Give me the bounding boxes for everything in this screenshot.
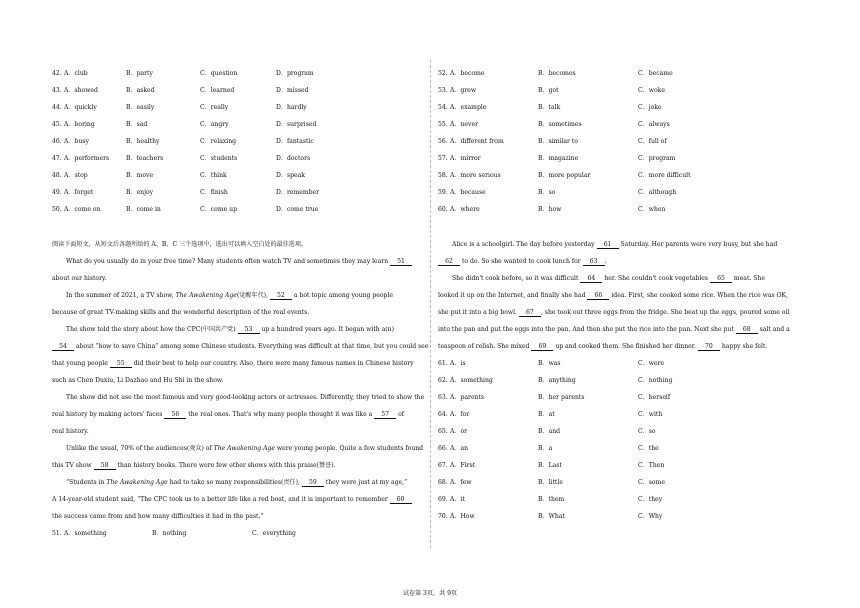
option-c[interactable]: C．everything <box>252 530 296 537</box>
question-number: 60. <box>438 206 448 213</box>
blank-59: 59 <box>302 479 324 487</box>
option-c[interactable]: C．became <box>638 70 673 77</box>
option-d[interactable]: D．remember <box>276 189 320 196</box>
option-c[interactable]: C．they <box>638 496 663 503</box>
option-a[interactable]: A．something <box>64 530 107 537</box>
option-a[interactable]: A．example <box>450 104 487 111</box>
option-a[interactable]: A．parents <box>450 394 485 401</box>
option-b[interactable]: B．them <box>538 496 565 503</box>
blank-60: 60 <box>390 496 412 504</box>
question-number: 61. <box>438 360 448 367</box>
option-b[interactable]: B．and <box>538 428 561 435</box>
question-number: 56. <box>438 138 448 145</box>
question-number: 57. <box>438 155 448 162</box>
option-c[interactable]: C．nothing <box>638 377 673 384</box>
option-a[interactable]: A．something <box>450 377 493 384</box>
option-c[interactable]: C．think <box>200 172 227 179</box>
question-number: 50. <box>52 206 62 213</box>
passage1-line: this TV show 58 than history books. There were few other shows with this praise(赞誉). <box>52 462 336 469</box>
passage1-line: The show did not use the most famous and very good-looking actors or actresses. Differently, they tried to show the <box>66 394 425 401</box>
option-a[interactable]: A．or <box>450 428 468 435</box>
option-d[interactable]: D．program <box>276 70 314 77</box>
option-c[interactable]: C．joke <box>638 104 662 111</box>
option-d[interactable]: D．surprised <box>276 121 317 128</box>
passage1-line: 54 about “how to save China” among some Chinese students. Everything was difficult at that time, but you could see <box>52 343 428 351</box>
option-b[interactable]: B．so <box>538 189 556 196</box>
passage1-line: What do you usually do in your free time? Many students often watch TV and sometimes they may learn 51 <box>52 258 412 266</box>
option-d[interactable]: D．come true <box>276 206 319 213</box>
option-b[interactable]: B．was <box>538 360 561 367</box>
blank-52: 52 <box>270 292 292 300</box>
option-a[interactable]: A．more serious <box>450 172 501 179</box>
option-b[interactable]: B．got <box>538 87 559 94</box>
option-c[interactable]: C．when <box>638 206 666 213</box>
option-b[interactable]: B．talk <box>538 104 561 111</box>
option-a[interactable]: A．performers <box>64 155 110 162</box>
question-number: 66. <box>438 445 448 452</box>
option-d[interactable]: D．missed <box>276 87 309 94</box>
option-c[interactable]: C．more difficult <box>638 172 691 179</box>
option-c[interactable]: C．really <box>200 104 229 111</box>
option-a[interactable]: A．quickly <box>64 104 97 111</box>
passage1-line: about our history. <box>52 275 107 282</box>
option-a[interactable]: A．How <box>450 513 475 520</box>
blank-56: 56 <box>164 411 186 419</box>
option-d[interactable]: D．speak <box>276 172 305 179</box>
column-divider <box>430 60 431 548</box>
passage1-line: A 14-year-old student said, “The CPC took us to a better life like a red boat, and it is important to remember 60 <box>52 496 412 504</box>
option-b[interactable]: B．magazine <box>538 155 579 162</box>
blank-67: 67 <box>519 309 541 317</box>
blank-54: 54 <box>52 343 74 351</box>
option-b[interactable]: B．becomes <box>538 70 576 77</box>
passage2-line: looked it up on the Internet, and finally she had 66 idea. First, she cooked some rice. When the rice was OK, <box>438 292 789 299</box>
option-c[interactable]: C．angry <box>200 121 229 128</box>
passage1-line: such as Chen Duxiu, Li Dazhao and Hu Shi in the show. <box>52 377 224 384</box>
option-a[interactable]: A．come on <box>64 206 101 213</box>
option-b[interactable]: B．similar to <box>538 138 578 145</box>
page-footer: 试卷第 3页，共 9页 <box>402 590 458 597</box>
option-d[interactable]: D．doctors <box>276 155 311 162</box>
passage1-line: real history by making actors' faces 56 the real ones. That's why many people thought it was like a 57 of <box>52 411 405 418</box>
question-number: 62. <box>438 377 448 384</box>
option-b[interactable]: B．come in <box>126 206 161 213</box>
option-a[interactable]: A．where <box>450 206 480 213</box>
option-a[interactable]: A．boring <box>64 121 95 128</box>
question-number: 63. <box>438 394 448 401</box>
option-b[interactable]: B．enjoy <box>126 189 154 196</box>
option-b[interactable]: B．more popular <box>538 172 591 179</box>
question-number: 47. <box>52 155 62 162</box>
option-a[interactable]: A．because <box>450 189 486 196</box>
question-number: 49. <box>52 189 62 196</box>
option-b[interactable]: B．What <box>538 513 565 520</box>
option-a[interactable]: A．is <box>450 360 466 367</box>
passage2-line: She didn't cook before, so it was difficult 64 her. She couldn't cook vegetables 65 meat. She <box>452 275 765 282</box>
blank-65: 65 <box>710 275 732 283</box>
question-number: 46. <box>52 138 62 145</box>
option-c[interactable]: C．learned <box>200 87 235 94</box>
option-b[interactable]: B．asked <box>126 87 155 94</box>
option-c[interactable]: C．program <box>638 155 676 162</box>
question-number: 48. <box>52 172 62 179</box>
option-b[interactable]: B．a <box>538 445 553 452</box>
option-c[interactable]: C．with <box>638 411 663 418</box>
option-a[interactable]: A．few <box>450 479 472 486</box>
blank-63: 63 <box>583 258 605 266</box>
question-number: 44. <box>52 104 62 111</box>
option-b[interactable]: B．little <box>538 479 563 486</box>
question-number: 52. <box>438 70 448 77</box>
option-d[interactable]: D．fantastic <box>276 138 314 145</box>
option-b[interactable]: B．sometimes <box>538 121 582 128</box>
blank-62: 62 <box>438 258 460 266</box>
option-c[interactable]: C．woke <box>638 87 665 94</box>
passage2-line: into the pan and put the eggs into the pan. And then she put the rice into the pan. Next she put 68 salt and a <box>438 326 790 333</box>
question-number: 42. <box>52 70 62 77</box>
question-number: 58. <box>438 172 448 179</box>
option-b[interactable]: B．teachers <box>126 155 164 162</box>
option-b[interactable]: B．party <box>126 70 153 77</box>
option-a[interactable]: A．different from <box>450 138 504 145</box>
question-number: 53. <box>438 87 448 94</box>
option-c[interactable]: C．finish <box>200 189 228 196</box>
option-c[interactable]: C．relaxing <box>200 138 237 145</box>
option-c[interactable]: C．students <box>200 155 238 162</box>
question-number: 45. <box>52 121 62 128</box>
question-number: 70. <box>438 513 448 520</box>
option-b[interactable]: B．healthy <box>126 138 160 145</box>
option-b[interactable]: B．anything <box>538 377 576 384</box>
passage1-line: the success came from and how many difficulties it had in the past.” <box>52 513 264 520</box>
question-number: 59. <box>438 189 448 196</box>
option-a[interactable]: A．busy <box>64 138 89 145</box>
option-b[interactable]: B．easily <box>126 104 155 111</box>
passage2-line: Alice is a schoolgirl. The day before yesterday 61 Saturday. Her parents were very busy, but she had <box>452 241 778 248</box>
passage1-line: The show told the story about how the CPC(中国共产党) 53 up a hundred years ago. It began with a(n) <box>66 326 394 333</box>
option-a[interactable]: A．showed <box>64 87 98 94</box>
option-a[interactable]: A．for <box>450 411 470 418</box>
option-c[interactable]: C．full of <box>638 138 667 145</box>
option-a[interactable]: A．mirror <box>450 155 481 162</box>
option-c[interactable]: C．were <box>638 360 665 367</box>
option-c[interactable]: C．question <box>200 70 238 77</box>
option-b[interactable]: B．at <box>538 411 555 418</box>
blank-68: 68 <box>736 326 758 334</box>
blank-66: 66 <box>587 292 609 300</box>
option-b[interactable]: B．her parents <box>538 394 585 401</box>
option-a[interactable]: A．club <box>64 70 88 77</box>
option-a[interactable]: A．an <box>450 445 469 452</box>
option-a[interactable]: A．grew <box>450 87 477 94</box>
passage1-line: “Students in The Awakening Age had to take so many responsibilities(责任), 59 they were just at my age,” <box>66 479 408 486</box>
blank-51: 51 <box>390 258 412 266</box>
option-c[interactable]: C．the <box>638 445 659 452</box>
blank-53: 53 <box>238 326 260 334</box>
question-number: 64. <box>438 411 448 418</box>
blank-58: 58 <box>94 462 116 470</box>
option-a[interactable]: A．forget <box>64 189 94 196</box>
option-c[interactable]: C．come up <box>200 206 237 213</box>
option-c[interactable]: C．Then <box>638 462 665 469</box>
passage2-line: she put it into a big bowl. 67 , she took out three eggs from the fridge. She beat up the eggs, poured some oil <box>438 309 790 316</box>
blank-64: 64 <box>580 275 602 283</box>
option-c[interactable]: C．some <box>638 479 665 486</box>
option-c[interactable]: C．Why <box>638 513 663 520</box>
option-b[interactable]: B．Last <box>538 462 562 469</box>
passage1-line: Unlike the usual, 70% of the audiences(观众) of The Awakening Age were young people. Quite a few students found <box>66 445 424 452</box>
passage1-line: In the summer of 2021, a TV show, The Awakening Age(觉醒年代), 52 a hot topic among young people <box>66 292 394 299</box>
option-a[interactable]: A．stop <box>64 172 88 179</box>
option-c[interactable]: C．always <box>638 121 670 128</box>
passage1-line: because of great TV-making skills and the wonderful description of the real events. <box>52 309 310 316</box>
option-b[interactable]: B．how <box>538 206 562 213</box>
question-number: 43. <box>52 87 62 94</box>
blank-55: 55 <box>110 360 132 368</box>
question-number: 65. <box>438 428 448 435</box>
blank-61: 61 <box>597 241 619 249</box>
option-d[interactable]: D．hardly <box>276 104 307 111</box>
question-number: 54. <box>438 104 448 111</box>
passage2-line: teaspoon of relish. She mixed 69 up and cooked them. She finished her dinner. 70 happy she felt. <box>438 343 768 350</box>
option-a[interactable]: A．never <box>450 121 478 128</box>
question-number: 55. <box>438 121 448 128</box>
passage1-line: that young people 55 did their best to help our country. Also, there were many famous names in Chinese history <box>52 360 414 367</box>
question-number: 69. <box>438 496 448 503</box>
instruction: 阅读下面短文，从短文后各题所给的 A、B、C 三个选项中，选出可以填入空白处的最佳选项。 <box>52 241 308 248</box>
option-b[interactable]: B．move <box>126 172 154 179</box>
passage2-line: 62 to do. So she wanted to cook lunch for 63 . <box>438 258 607 266</box>
option-b[interactable]: B．nothing <box>152 530 187 537</box>
option-b[interactable]: B．sad <box>126 121 148 128</box>
question-number: 67. <box>438 462 448 469</box>
blank-57: 57 <box>374 411 396 419</box>
option-a[interactable]: A．First <box>450 462 476 469</box>
passage1-line: real history. <box>52 428 89 435</box>
blank-70: 70 <box>698 343 720 351</box>
question-number: 68. <box>438 479 448 486</box>
option-a[interactable]: A．it <box>450 496 465 503</box>
option-c[interactable]: C．although <box>638 189 677 196</box>
option-c[interactable]: C．herself <box>638 394 671 401</box>
option-a[interactable]: A．become <box>450 70 485 77</box>
option-c[interactable]: C．so <box>638 428 656 435</box>
blank-69: 69 <box>531 343 553 351</box>
